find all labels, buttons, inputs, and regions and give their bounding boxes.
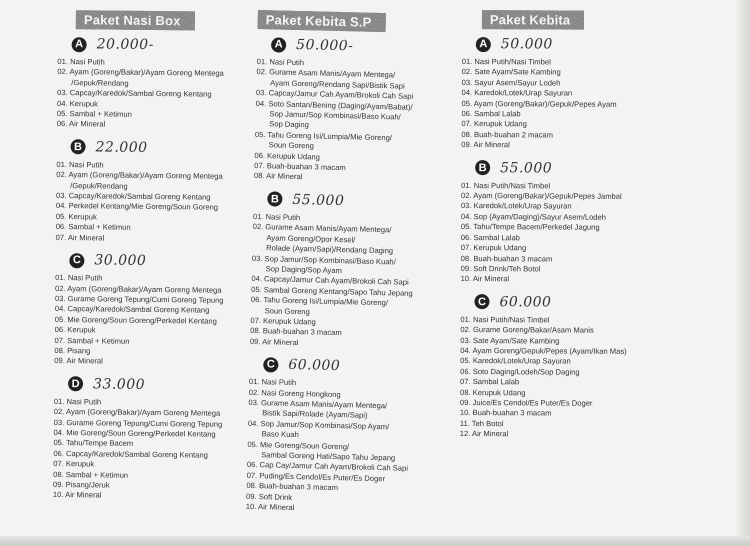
menu-item: 06. Tahu Goreng Isi/Lumpia/Mie Goreng/ Soun Goreng: [250, 295, 389, 316]
menu-item: 04. Ayam Goreng/Gepuk/Pepes (Ayam/Ikan Mas): [460, 345, 627, 356]
package-header: Paket Kebita S.P: [258, 10, 386, 32]
package-letter: A: [72, 37, 87, 52]
menu-item: 01. Nasi Putih: [248, 377, 297, 388]
menu-item: 03. Gurame Goreng Tepung/Cumi Goreng Tepung: [53, 417, 223, 429]
package-title: [267, 188, 443, 214]
menu-item: 03. Gurame Asam Manis/Ayam Mentega/ Bistik Sapi/Rolade (Ayam/Sapi): [248, 397, 388, 421]
menu-item: 02. Gurame Asam Manis/Ayam Mentega/ Ayam Goreng/Rendang Sapi/Bistik Sapi: [256, 67, 405, 91]
package-letter: B: [475, 160, 490, 175]
page-edge-shadow: [736, 0, 750, 546]
menu-item-list: [460, 315, 661, 441]
menu-item: 04. Sop Jamur/Sop Kombinasi/Sop Ayam/ Baso Kuah: [247, 418, 390, 440]
package-price: 50.000-: [295, 36, 354, 55]
package-title: [263, 353, 439, 379]
menu-item-list: [254, 57, 447, 186]
menu-item-list: [53, 397, 244, 503]
menu-item: 07. Buah-buahan 3 macam: [254, 161, 346, 173]
menu-item-list: [57, 57, 248, 132]
package-block: [461, 157, 662, 286]
package-price: 20.000-: [96, 36, 154, 54]
menu-item: 03. Capcay/Jamur Cah Ayam/Brokoli Cah Sapi: [255, 88, 414, 102]
package-letter: C: [474, 294, 489, 309]
menu-item: 04. Sop (Ayam/Daging)/Sayur Asem/Lodeh: [460, 211, 607, 222]
package-header: Paket Kebita: [482, 10, 585, 30]
menu-item: 03. Capcay/Karedok/Sambal Goreng Kentang: [56, 191, 211, 202]
menu-item: 09. Air Mineral: [461, 140, 510, 150]
menu-item: 02. Ayam (Goreng/Bakar)/Ayam Goreng Mentega /Gepuk/Rendang: [57, 67, 224, 88]
menu-item: 03. Gurame Goreng Tepung/Cumi Goreng Tepung: [54, 293, 224, 305]
menu-item: 03. Sayur Asem/Sayur Lodeh: [461, 77, 561, 88]
menu-item: 05. Sambal + Ketimun: [56, 109, 132, 119]
package-price: 60.000: [499, 293, 552, 311]
menu-item: 05. Karedok/Lotek/Urap Sayuran: [460, 356, 571, 366]
package-title: [70, 136, 246, 160]
menu-item: 05. Sambal Goreng Kentang/Sapo Tahu Jepang: [251, 284, 413, 298]
menu-item-list: [54, 273, 245, 369]
menu-item: 06. Capcay/Karedok/Sambal Goreng Kentang: [53, 448, 208, 460]
package-title: [68, 373, 244, 397]
menu-item-list: [56, 160, 247, 245]
menu-item: 07. Kerupuk: [53, 459, 95, 469]
menu-item: 10. Buah-buahan 3 macam: [459, 408, 552, 418]
menu-item-list: [461, 181, 662, 286]
menu-item: 05. Mie Goreng/Soun Goreng/ Sambal Goreng Hati/Sapo Tahu Jepang: [247, 439, 396, 463]
menu-item: 04. Perkedel Kentang/Mie Goreng/Soun Goreng: [55, 201, 219, 213]
menu-item: 06. Sambal Lalab: [461, 109, 521, 119]
menu-item: 01. Nasi Putih: [53, 396, 102, 407]
package-letter: B: [70, 139, 85, 154]
package-header: Paket Nasi Box: [76, 10, 195, 30]
column-paket-nasi-box: [53, 10, 248, 509]
menu-item: 02. Nasi Goreng Hongkong: [248, 387, 341, 399]
menu-item: 07. Sambal + Ketimun: [54, 335, 130, 346]
menu-item: 11. Teh Botol: [459, 418, 504, 429]
package-block: [461, 33, 662, 152]
menu-item: 07. Air Mineral: [55, 232, 105, 243]
package-block: [53, 373, 244, 503]
menu-item: 08. Pisang: [54, 345, 91, 356]
menu-item: 07. Puding/Es Cendol/Es Puter/Es Doger: [246, 470, 386, 484]
package-block: [54, 249, 245, 369]
menu-item: 09. Soft Drink/Teh Botol: [460, 263, 541, 274]
package-price: 55.000: [500, 159, 553, 177]
package-title: [475, 157, 661, 180]
package-block: [254, 33, 448, 186]
package-block: [57, 33, 248, 132]
menu-item: 01. Nasi Putih/Nasi Timbel: [461, 56, 551, 67]
menu-item: 06. Kerupuk: [54, 325, 96, 335]
menu-item: 07. Kerupuk Udang: [250, 315, 316, 327]
menu-item: 04. Mie Goreng/Soun Goreng/Perkedel Kentang: [53, 427, 216, 439]
menu-item: 08. Sambal + Ketimun: [53, 469, 129, 480]
menu-item: 08. Buah-buahan 3 macam: [246, 481, 339, 493]
menu-item: 02. Ayam (Goreng/Bakar)/Ayam Goreng Mentega: [53, 407, 221, 418]
package-letter: A: [476, 37, 491, 52]
menu-item: 02. Ayam (Goreng/Bakar)/Gepuk/Pepes Jambal: [461, 191, 622, 201]
page-bottom-shadow: [0, 536, 750, 546]
package-block: [246, 353, 440, 517]
menu-item: 03. Sate Ayam/Sate Kambing: [460, 335, 560, 346]
menu-item: 01. Nasi Putih: [57, 56, 105, 67]
menu-item: 10. Air Mineral: [460, 274, 510, 284]
menu-item: 04. Capcay/Jamur Cah Ayam/Brokoli Cah Sapi: [251, 274, 409, 288]
package-price: 22.000: [95, 139, 148, 156]
menu-item: 03. Sop Jamur/Sop Kombinasi/Baso Kuah/ Sop Daging/Sop Ayam: [251, 253, 396, 276]
package-letter: C: [263, 357, 278, 372]
menu-item: 10. Air Mineral: [52, 490, 102, 500]
menu-item: 07. Kerupuk Udang: [460, 243, 527, 253]
menu-item: 02. Gurame Goreng/Bakar/Asam Manis: [460, 325, 594, 335]
column-paket-kebita: [460, 10, 662, 447]
menu-item-list: [250, 212, 443, 352]
package-title: [474, 291, 660, 314]
menu-item: 04. Karedok/Lotek/Urap Sayuran: [461, 88, 573, 98]
menu-item: 02. Ayam (Goreng/Bakar)/Ayam Goreng Mentega /Gepuk/Rendang: [56, 170, 223, 191]
menu-item: 06. Sambal + Ketimun: [55, 222, 131, 233]
package-price: 55.000: [292, 191, 345, 210]
menu-item: 09. Air Mineral: [249, 336, 299, 347]
menu-item: 06. Sambal Lalab: [460, 232, 520, 242]
package-block: [460, 291, 661, 441]
menu-item: 08. Kerupuk Udang: [459, 387, 526, 397]
package-price: 33.000: [93, 376, 146, 393]
menu-item: 07. Sambal Lalab: [460, 377, 520, 387]
menu-item: 05. Kerupuk: [55, 211, 97, 222]
column-paket-kebita-sp: [246, 10, 448, 523]
menu-item: 05. Tahu Goreng Isi/Lumpia/Mie Goreng/ Soun Goreng: [254, 129, 393, 151]
menu-item: 09. Soft Drink: [246, 491, 293, 502]
package-title: [476, 33, 662, 56]
package-letter: A: [271, 37, 286, 52]
package-block: [250, 188, 444, 352]
package-title: [72, 33, 248, 57]
menu-item: 08. Air Mineral: [253, 171, 303, 182]
menu-item: 01. Nasi Putih/Nasi Timbel: [461, 180, 551, 191]
menu-item: 01. Nasi Putih: [56, 159, 104, 170]
menu-item: 10. Air Mineral: [245, 501, 295, 513]
menu-item: 01. Nasi Putih: [252, 211, 301, 222]
menu-item: 08. Buah-buahan 3 macam: [250, 326, 342, 338]
package-title: [69, 249, 245, 273]
menu-item: 04. Capcay/Karedok/Sambal Goreng Kentang: [54, 304, 210, 315]
menu-item: 04. Soto Santan/Bening (Daging/Ayam/Babat)/ Sop Jamur/Sop Kombinasi/Baso Kuah/ Sop Daging: [255, 98, 413, 130]
menu-item: 05. Tahu/Tempe Bacem: [53, 438, 134, 449]
menu-item: 01. Nasi Putih: [256, 56, 305, 68]
package-price: 60.000: [288, 357, 341, 375]
menu-item: 08. Buah-buahan 2 macam: [461, 129, 553, 140]
menu-item: 09. Pisang/Jeruk: [52, 479, 110, 490]
menu-item: 05. Tahu/Tempe Bacem/Perkedel Jagung: [460, 222, 600, 233]
package-letter: D: [68, 376, 83, 391]
menu-item: 05. Mie Goreng/Soun Goreng/Perkedel Kentang: [54, 314, 217, 326]
menu-item: 04. Kerupuk: [56, 98, 99, 109]
menu-item: 03. Capcay/Karedok/Sambal Goreng Kentang: [57, 88, 212, 99]
package-letter: B: [267, 192, 282, 207]
menu-item: 05. Ayam (Goreng/Bakar)/Gepuk/Pepes Ayam: [461, 98, 617, 109]
package-letter: C: [69, 253, 84, 268]
menu-item: 01. Nasi Putih/Nasi Timbel: [460, 314, 550, 325]
menu-item: 09. Air Mineral: [54, 356, 103, 366]
menu-item: 06. Cap Cay/Jamur Cah Ayam/Brokoli Cah Sapi: [246, 460, 409, 474]
menu-item: 02. Gurame Asam Manis/Ayam Mentega/ Ayam Goreng/Opor Kesel/ Rolade (Ayam/Sapi)/Rendang Daging: [252, 222, 394, 256]
menu-item-list: [246, 377, 439, 517]
menu-item: 06. Air Mineral: [56, 119, 106, 129]
menu-item: 07. Kerupuk Udang: [461, 119, 527, 129]
package-price: 50.000: [500, 36, 553, 53]
menu-item: 02. Ayam (Goreng/Bakar)/Ayam Goreng Mentega: [55, 283, 222, 295]
package-title: [271, 33, 447, 59]
menu-item: 01. Nasi Putih: [55, 273, 103, 283]
package-block: [56, 136, 247, 245]
menu-item: 12. Air Mineral: [459, 429, 509, 439]
menu-item: 03. Karedok/Lotek/Urap Sayuran: [460, 201, 572, 212]
menu-item: 08. Buah-buahan 3 macam: [460, 253, 553, 263]
menu-item-list: [461, 57, 661, 152]
menu-item: 02. Sate Ayam/Sate Kambing: [461, 67, 561, 77]
menu-item: 09. Juice/Es Cendol/Es Puter/Es Doger: [459, 397, 593, 408]
menu-item: 06. Kerupuk Udang: [254, 150, 320, 162]
menu-item: 06. Soto Daging/Lodeh/Sop Daging: [460, 366, 580, 377]
package-price: 30.000: [94, 252, 147, 270]
